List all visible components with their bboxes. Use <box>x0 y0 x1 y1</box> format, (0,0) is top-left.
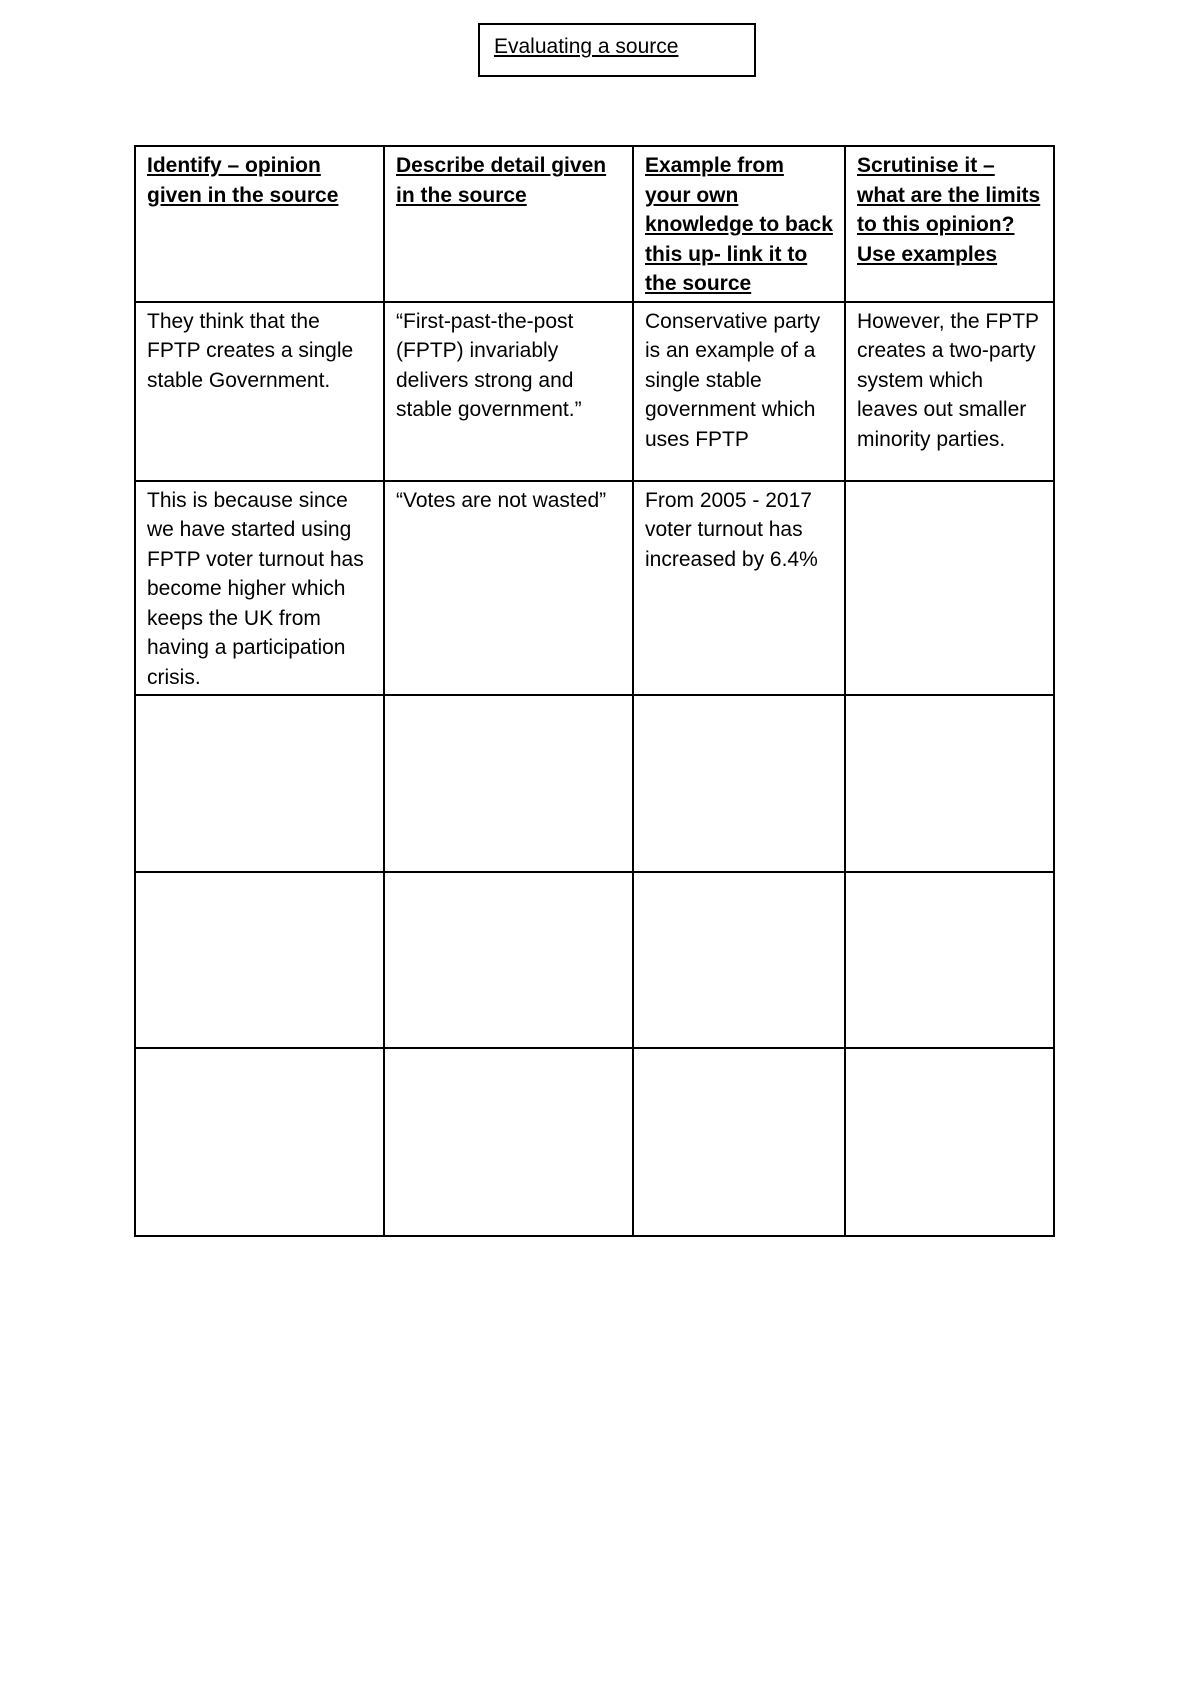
table-cell[interactable] <box>633 695 845 872</box>
table-header-row <box>135 146 1054 302</box>
table-cell[interactable] <box>633 872 845 1048</box>
table-cell[interactable] <box>135 1048 384 1236</box>
header-identify: Identify – opinion given in the source <box>135 146 384 302</box>
table-cell[interactable] <box>384 1048 633 1236</box>
table-row <box>135 695 1054 872</box>
table-cell[interactable] <box>135 695 384 872</box>
table-cell[interactable] <box>845 695 1054 872</box>
table-cell[interactable]: Conservative party is an example of a single stable government which uses FPTP <box>633 302 845 481</box>
table-cell[interactable] <box>135 872 384 1048</box>
header-example: Example from your own knowledge to back this up- link it to the source <box>633 146 845 302</box>
table-cell[interactable] <box>633 1048 845 1236</box>
table-row <box>135 1048 1054 1236</box>
table-cell[interactable] <box>845 872 1054 1048</box>
table-row <box>135 481 1054 696</box>
table-cell[interactable]: This is because since we have started using FPTP voter turnout has become higher which keeps the UK from having a participation crisis. <box>135 481 384 696</box>
table-cell[interactable]: From 2005 - 2017 voter turnout has increased by 6.4% <box>633 481 845 696</box>
title-box <box>478 23 756 77</box>
page-title: Evaluating a source <box>494 35 679 58</box>
table-row <box>135 872 1054 1048</box>
table-cell[interactable] <box>384 872 633 1048</box>
table-cell[interactable] <box>845 481 1054 696</box>
table-cell[interactable]: However, the FPTP creates a two-party system which leaves out smaller minority parties. <box>845 302 1054 481</box>
header-scrutinise: Scrutinise it – what are the limits to this opinion? Use examples <box>845 146 1054 302</box>
evaluation-table <box>134 145 1055 1237</box>
table-cell[interactable]: “First-past-the-post (FPTP) invariably delivers strong and stable government.” <box>384 302 633 481</box>
table-row <box>135 302 1054 481</box>
table-cell[interactable]: They think that the FPTP creates a single stable Government. <box>135 302 384 481</box>
table-cell[interactable]: “Votes are not wasted” <box>384 481 633 696</box>
header-describe: Describe detail given in the source <box>384 146 633 302</box>
table-cell[interactable] <box>384 695 633 872</box>
table-cell[interactable] <box>845 1048 1054 1236</box>
